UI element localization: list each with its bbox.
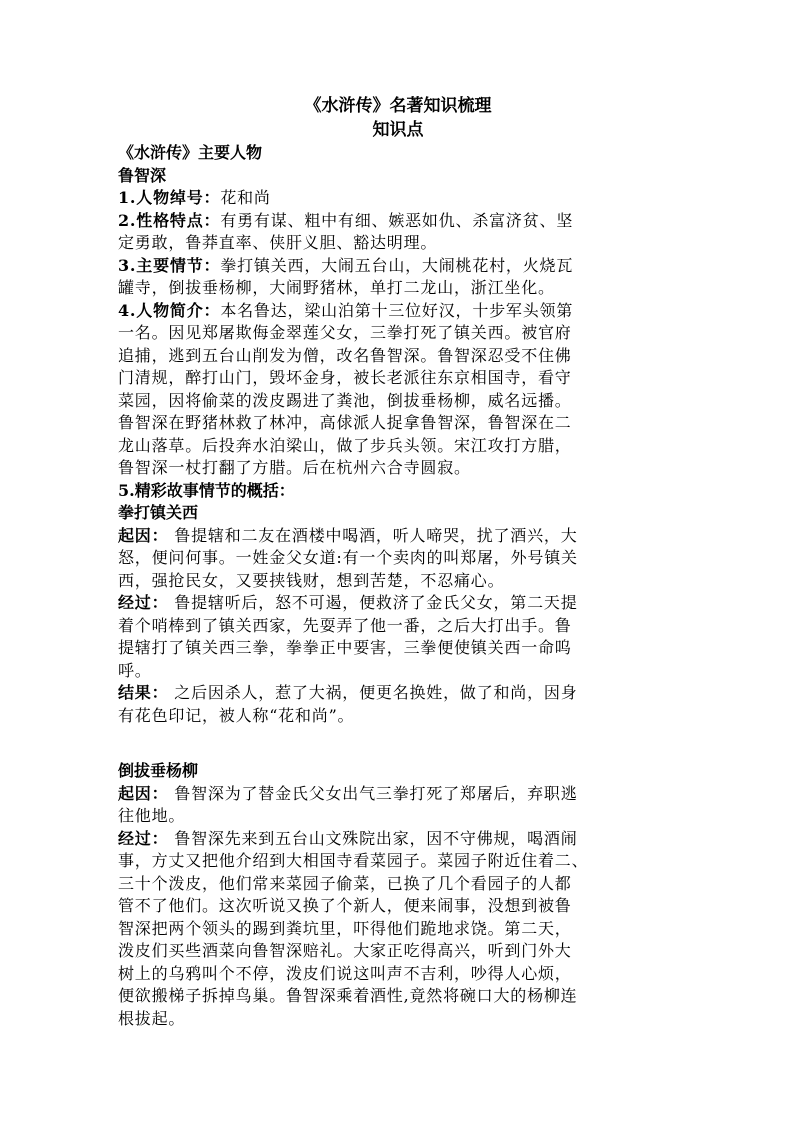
character-name: 鲁智深 (118, 165, 167, 185)
plots-label: 3.主要情节： (118, 255, 221, 275)
nickname-label: 1.人物绰号： (118, 188, 221, 207)
story-process-line: 着个哨棒到了镇关西家，先耍弄了他一番，之后大打出手。鲁 (118, 615, 572, 635)
traits-label: 2.性格特点： (118, 210, 221, 230)
story-process-line: 根拔起。 (118, 1008, 186, 1028)
traits-line: 定勇敢，鲁莽直率、侠肝义胆、豁达明理。 (118, 233, 438, 252)
nickname-line (118, 187, 678, 210)
story-title: 倒拔垂杨柳 (118, 761, 199, 780)
bio-line: 菜园，因将偷菜的泼皮踢进了粪池，倒拔垂杨柳，威名远播。 (118, 390, 572, 410)
cause-label: 起因： (118, 525, 169, 545)
process-label: 经过： (118, 593, 169, 612)
process-label: 经过： (118, 828, 169, 848)
bio-label: 4.人物简介： (118, 300, 221, 320)
story-cause-line: 往他地。 (118, 806, 186, 825)
story-process-line: 泼皮们买些酒菜向鲁智深赔礼。大家正吃得高兴，听到门外大 (118, 941, 572, 960)
story-title: 拳打镇关西 (118, 503, 199, 522)
bio-line: 鲁智深一杖打翻了方腊。后在杭州六合寺圆寂。 (118, 458, 471, 477)
story-process-line (118, 592, 678, 615)
stories-label: 5.精彩故事情节的概括： (118, 480, 295, 500)
story-process-line: 事，方丈又把他介绍到大相国寺看菜园子。菜园子附近住着二、 (118, 851, 589, 870)
story-cause-line: 西，强抢民女，又要挟钱财，想到苦楚，不忍痛心。 (118, 570, 505, 590)
bio-line: 门清规，醉打山门，毁坏金身，被长老派往东京相国寺，看守 (118, 368, 572, 387)
nickname-text: 花和尚 (220, 188, 271, 207)
result-text: 之后因杀人，惹了大祸，便更名换姓，做了和尚，因身 (168, 683, 578, 702)
document-title: 《水浒传》名著知识梳理 (304, 96, 492, 116)
cause-label: 起因： (118, 783, 169, 803)
result-label: 结果： (118, 683, 169, 702)
story-cause-line (118, 783, 678, 806)
bio-text: 本名鲁达，梁山泊第十三位好汉，十步军头领第 (220, 300, 574, 320)
document-page (118, 94, 678, 1030)
plots-line: 罐寺，倒拔垂杨柳，大闹野猪林，单打二龙山，浙江坐化。 (118, 278, 555, 297)
story-process-line: 提辖打了镇关西三拳，拳拳正中要害，三拳便使镇关西一命呜 (118, 638, 572, 657)
story-cause-line (118, 525, 678, 548)
bio-line: 一名。因见郑屠欺侮金翠莲父女，三拳打死了镇关西。被官府 (118, 323, 572, 342)
process-text: 鲁提辖听后，怒不可遏，便救济了金氏父女，第二天提 (168, 593, 578, 612)
traits-line (118, 210, 678, 233)
story-process-line: 智深把两个领头的踢到粪坑里，吓得他们跪地求饶。第二天， (118, 918, 572, 938)
story-process-line: 三十个泼皮，他们常来菜园子偷菜，已换了几个看园子的人都 (118, 873, 572, 893)
plots-line (118, 255, 678, 278)
blank-spacer (118, 727, 678, 760)
bio-line (118, 300, 678, 323)
traits-text: 有勇有谋、粗中有细、嫉恶如仇、杀富济贫、坚 (220, 210, 574, 230)
story-result-line: 有花色印记，被人称“花和尚”。 (118, 705, 355, 725)
bio-line: 追捕，逃到五台山削发为僧，改名鲁智深。鲁智深忍受不住佛 (118, 345, 572, 365)
story-cause-line: 怒，便问何事。一姓金父女道:有一个卖肉的叫郑屠，外号镇关 (118, 548, 578, 567)
cause-text: 鲁提辖和二友在酒楼中喝酒，听人啼哭，扰了酒兴，大 (168, 525, 578, 545)
story-process-line: 便欲搬梯子拆掉鸟巢。鲁智深乘着酒性,竟然将碗口大的杨柳连 (118, 986, 578, 1005)
document-subtitle: 知识点 (372, 120, 424, 140)
bio-line: 鲁智深在野猪林救了林冲，高俅派人捉拿鲁智深，鲁智深在二 (118, 413, 572, 432)
cause-text: 鲁智深为了替金氏父女出气三拳打死了郑屠后，弃职逃 (168, 783, 578, 803)
story-result-line (118, 682, 678, 705)
story-process-line: 树上的乌鸦叫个不停，泼皮们说这叫声不吉利，吵得人心烦， (118, 963, 572, 983)
bio-line: 龙山落草。后投奔水泊梁山，做了步兵头领。宋江攻打方腊， (118, 435, 572, 455)
story-process-line (118, 828, 678, 851)
plots-text: 拳打镇关西，大闹五台山，大闹桃花村，火烧瓦 (220, 255, 574, 275)
section-title: 《水浒传》主要人物 (118, 143, 263, 162)
story-process-line: 呼。 (118, 660, 152, 680)
process-text: 鲁智深先来到五台山文殊院出家，因不守佛规，喝酒闹 (168, 828, 578, 848)
story-process-line: 管不了他们。这次听说又换了个新人，便来闹事，没想到被鲁 (118, 896, 572, 915)
